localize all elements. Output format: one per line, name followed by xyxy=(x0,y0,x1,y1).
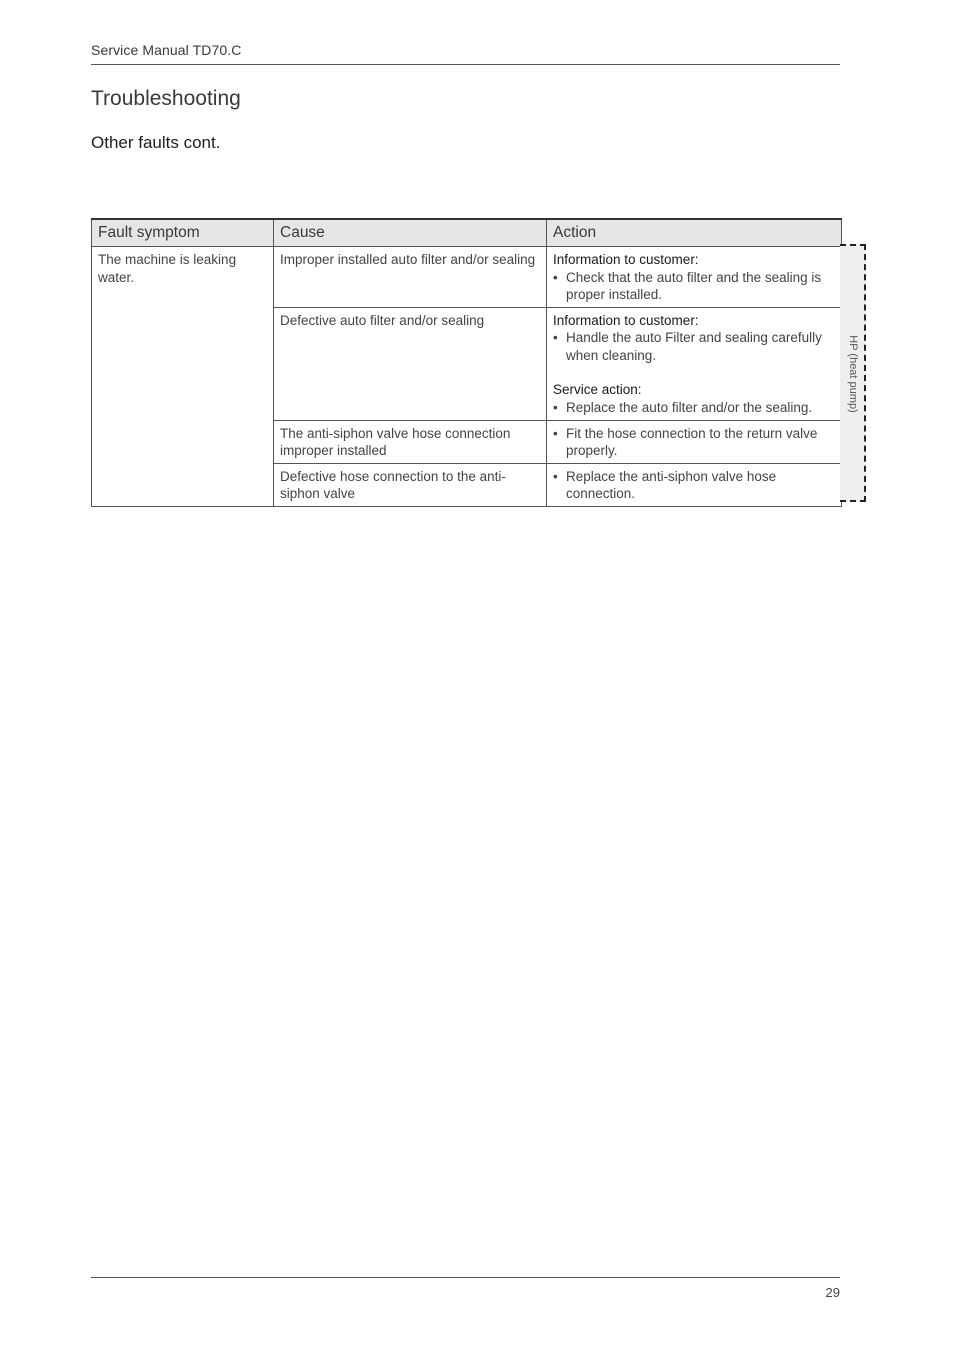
action-heading: Information to customer: xyxy=(553,252,699,267)
action-cell xyxy=(547,463,842,506)
section-title: Troubleshooting xyxy=(91,87,241,110)
action-cell xyxy=(547,420,842,463)
bullet-icon: • xyxy=(553,269,558,285)
document-header: Service Manual TD70.C xyxy=(91,42,242,58)
cause-cell: Defective hose connection to the anti-siphon valve xyxy=(274,463,547,506)
cause-cell: Defective auto filter and/or sealing xyxy=(274,307,547,420)
bullet-icon: • xyxy=(553,330,558,345)
fault-symptom-cell: The machine is leaking water. xyxy=(92,247,274,507)
side-tab-label: HP (heat pump) xyxy=(847,335,859,413)
action-cell xyxy=(547,307,842,420)
action-bullet: • Handle the auto Filter and sealing carefully when cleaning. xyxy=(553,330,822,363)
action-cell xyxy=(547,247,842,308)
header-divider xyxy=(91,64,840,65)
column-header-cause: Cause xyxy=(274,219,547,247)
subsection-title: Other faults cont. xyxy=(91,133,221,152)
table-header-row xyxy=(92,219,842,247)
cause-cell: The anti-siphon valve hose connection improper installed xyxy=(274,420,547,463)
side-tab xyxy=(840,244,866,502)
action-bullet: • Replace the anti-siphon valve hose connection. xyxy=(553,468,777,501)
fault-table xyxy=(91,218,842,507)
table-row xyxy=(92,247,842,308)
bullet-icon: • xyxy=(553,399,558,415)
cause-cell: Improper installed auto filter and/or sealing xyxy=(274,247,547,308)
action-bullet: • Fit the hose connection to the return valve properly. xyxy=(553,425,818,458)
bullet-icon: • xyxy=(553,468,558,484)
service-action-heading: Service action: xyxy=(553,382,642,397)
column-header-action: Action xyxy=(547,219,842,247)
page-number: 29 xyxy=(825,1285,840,1300)
service-action-bullet: • Replace the auto filter and/or the sealing. xyxy=(553,399,813,415)
column-header-fault-symptom: Fault symptom xyxy=(92,219,274,247)
bullet-icon: • xyxy=(553,425,558,441)
action-bullet: • Check that the auto filter and the sealing is proper installed. xyxy=(553,269,822,302)
footer-divider xyxy=(91,1277,840,1278)
action-heading: Information to customer: xyxy=(553,312,699,328)
